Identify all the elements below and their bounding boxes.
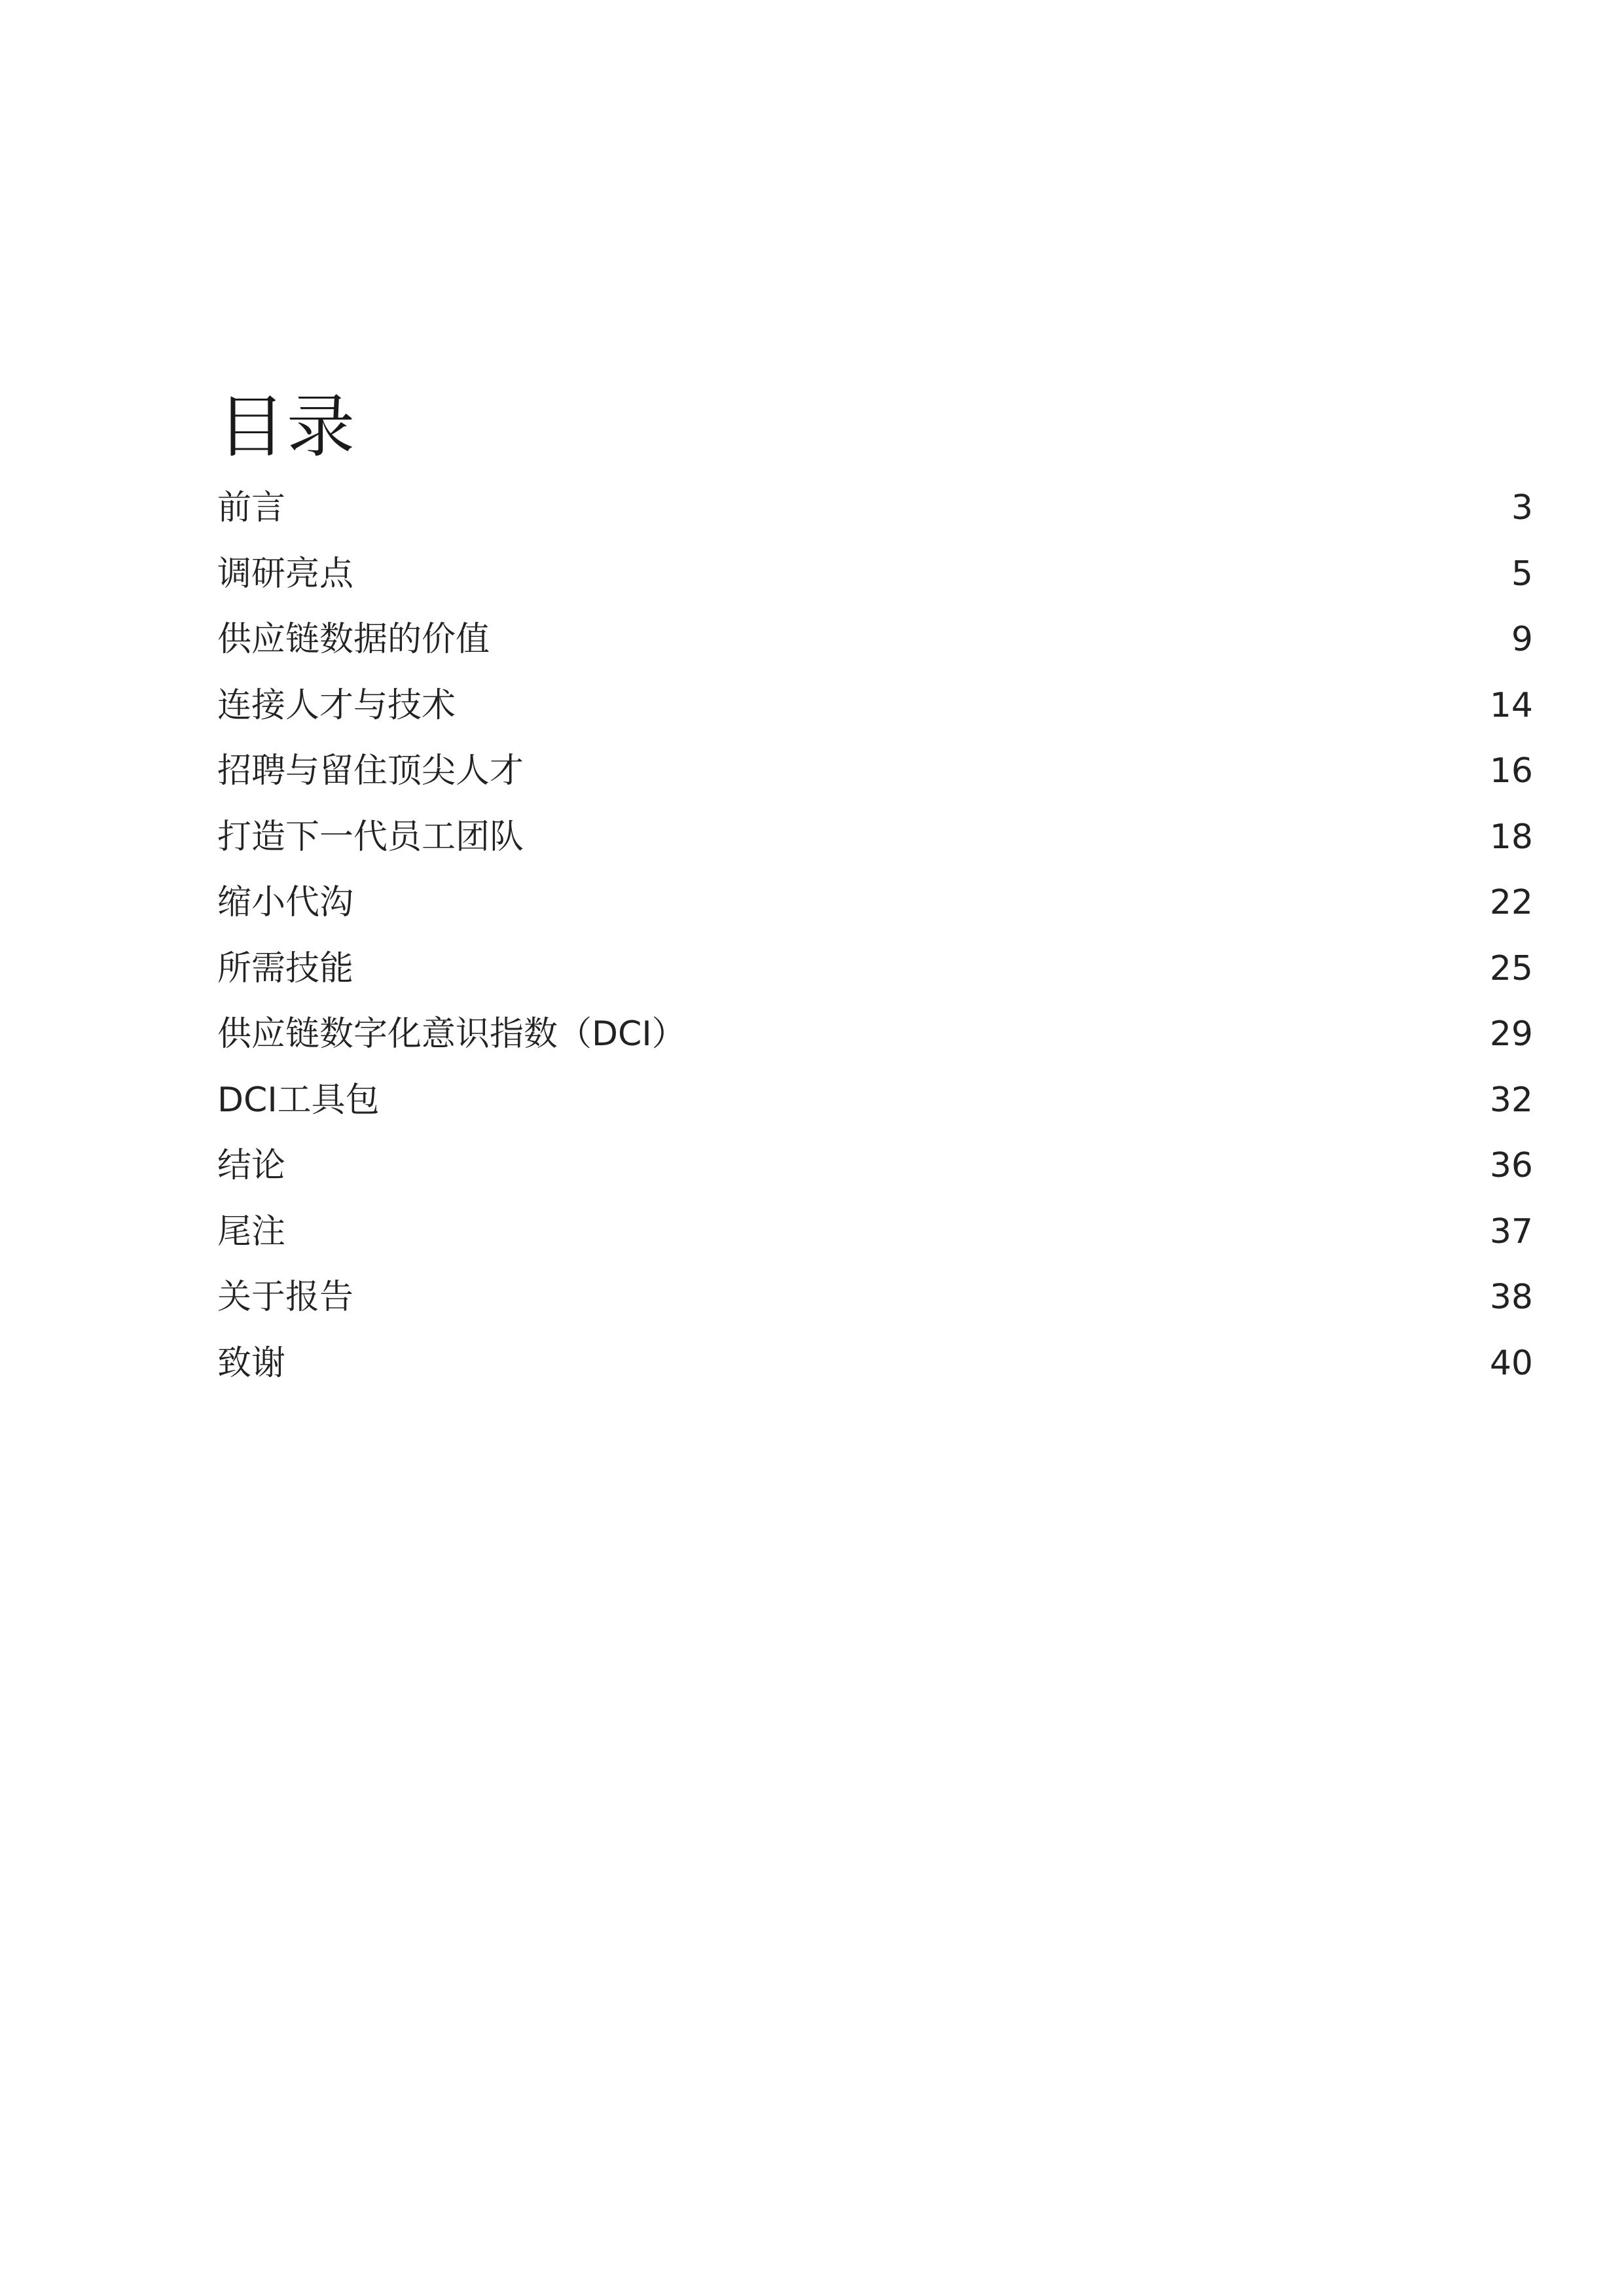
toc-entry-page-number: 37 xyxy=(1489,1211,1533,1251)
toc-entry-label: 调研亮点 xyxy=(217,554,354,594)
toc-entry-about-report[interactable] xyxy=(217,1265,1533,1331)
toc-entry-next-gen-workforce[interactable] xyxy=(217,804,1533,870)
toc-entry-page-number: 32 xyxy=(1489,1080,1533,1120)
toc-entry-supply-chain-data-value[interactable] xyxy=(217,607,1533,673)
toc-entry-dci-toolkit[interactable] xyxy=(217,1067,1533,1134)
toc-entry-page-number: 14 xyxy=(1489,685,1533,725)
toc-entry-preface[interactable] xyxy=(217,475,1533,541)
toc-entry-page-number: 29 xyxy=(1489,1014,1533,1054)
toc-entry-label: 打造下一代员工团队 xyxy=(217,817,524,857)
toc-entry-label: 前言 xyxy=(217,488,286,528)
toc-entry-acknowledgements[interactable] xyxy=(217,1331,1533,1397)
toc-entry-label: 所需技能 xyxy=(217,948,354,988)
toc-entry-page-number: 3 xyxy=(1511,488,1533,528)
toc-entry-label: 招聘与留住顶尖人才 xyxy=(217,751,524,791)
toc-entry-closing-generation-gap[interactable] xyxy=(217,870,1533,936)
toc-entry-endnotes[interactable] xyxy=(217,1199,1533,1265)
toc-entry-label: 供应链数据的价值 xyxy=(217,620,490,660)
toc-entry-label: 致谢 xyxy=(217,1343,286,1383)
toc-entry-page-number: 16 xyxy=(1489,751,1533,791)
toc-entry-dci-index[interactable] xyxy=(217,1001,1533,1067)
toc-entry-label: 连接人才与技术 xyxy=(217,685,456,725)
toc-entry-page-number: 9 xyxy=(1511,620,1533,660)
toc-entry-page-number: 5 xyxy=(1511,554,1533,594)
toc-entry-label: DCI工具包 xyxy=(217,1080,380,1120)
toc-entry-page-number: 18 xyxy=(1489,817,1533,857)
toc-entry-label: 关于报告 xyxy=(217,1278,354,1318)
toc-entry-conclusion[interactable] xyxy=(217,1133,1533,1199)
toc-entry-required-skills[interactable] xyxy=(217,936,1533,1002)
toc-entry-recruiting-retaining-talent[interactable] xyxy=(217,738,1533,804)
toc-entry-label: 结论 xyxy=(217,1146,286,1186)
toc-entry-label: 供应链数字化意识指数（DCI） xyxy=(217,1014,686,1054)
toc-entry-page-number: 40 xyxy=(1489,1343,1533,1383)
toc-entry-survey-highlights[interactable] xyxy=(217,541,1533,607)
toc-entry-label: 缩小代沟 xyxy=(217,883,354,923)
toc-entry-page-number: 25 xyxy=(1489,948,1533,988)
toc-entry-page-number: 22 xyxy=(1489,883,1533,923)
page-title: 目录 xyxy=(217,386,357,467)
toc-entry-label: 尾注 xyxy=(217,1211,286,1251)
toc-entry-page-number: 38 xyxy=(1489,1278,1533,1318)
toc-entry-connecting-talent-technology[interactable] xyxy=(217,673,1533,739)
toc-list xyxy=(217,475,1533,1396)
toc-entry-page-number: 36 xyxy=(1489,1146,1533,1186)
